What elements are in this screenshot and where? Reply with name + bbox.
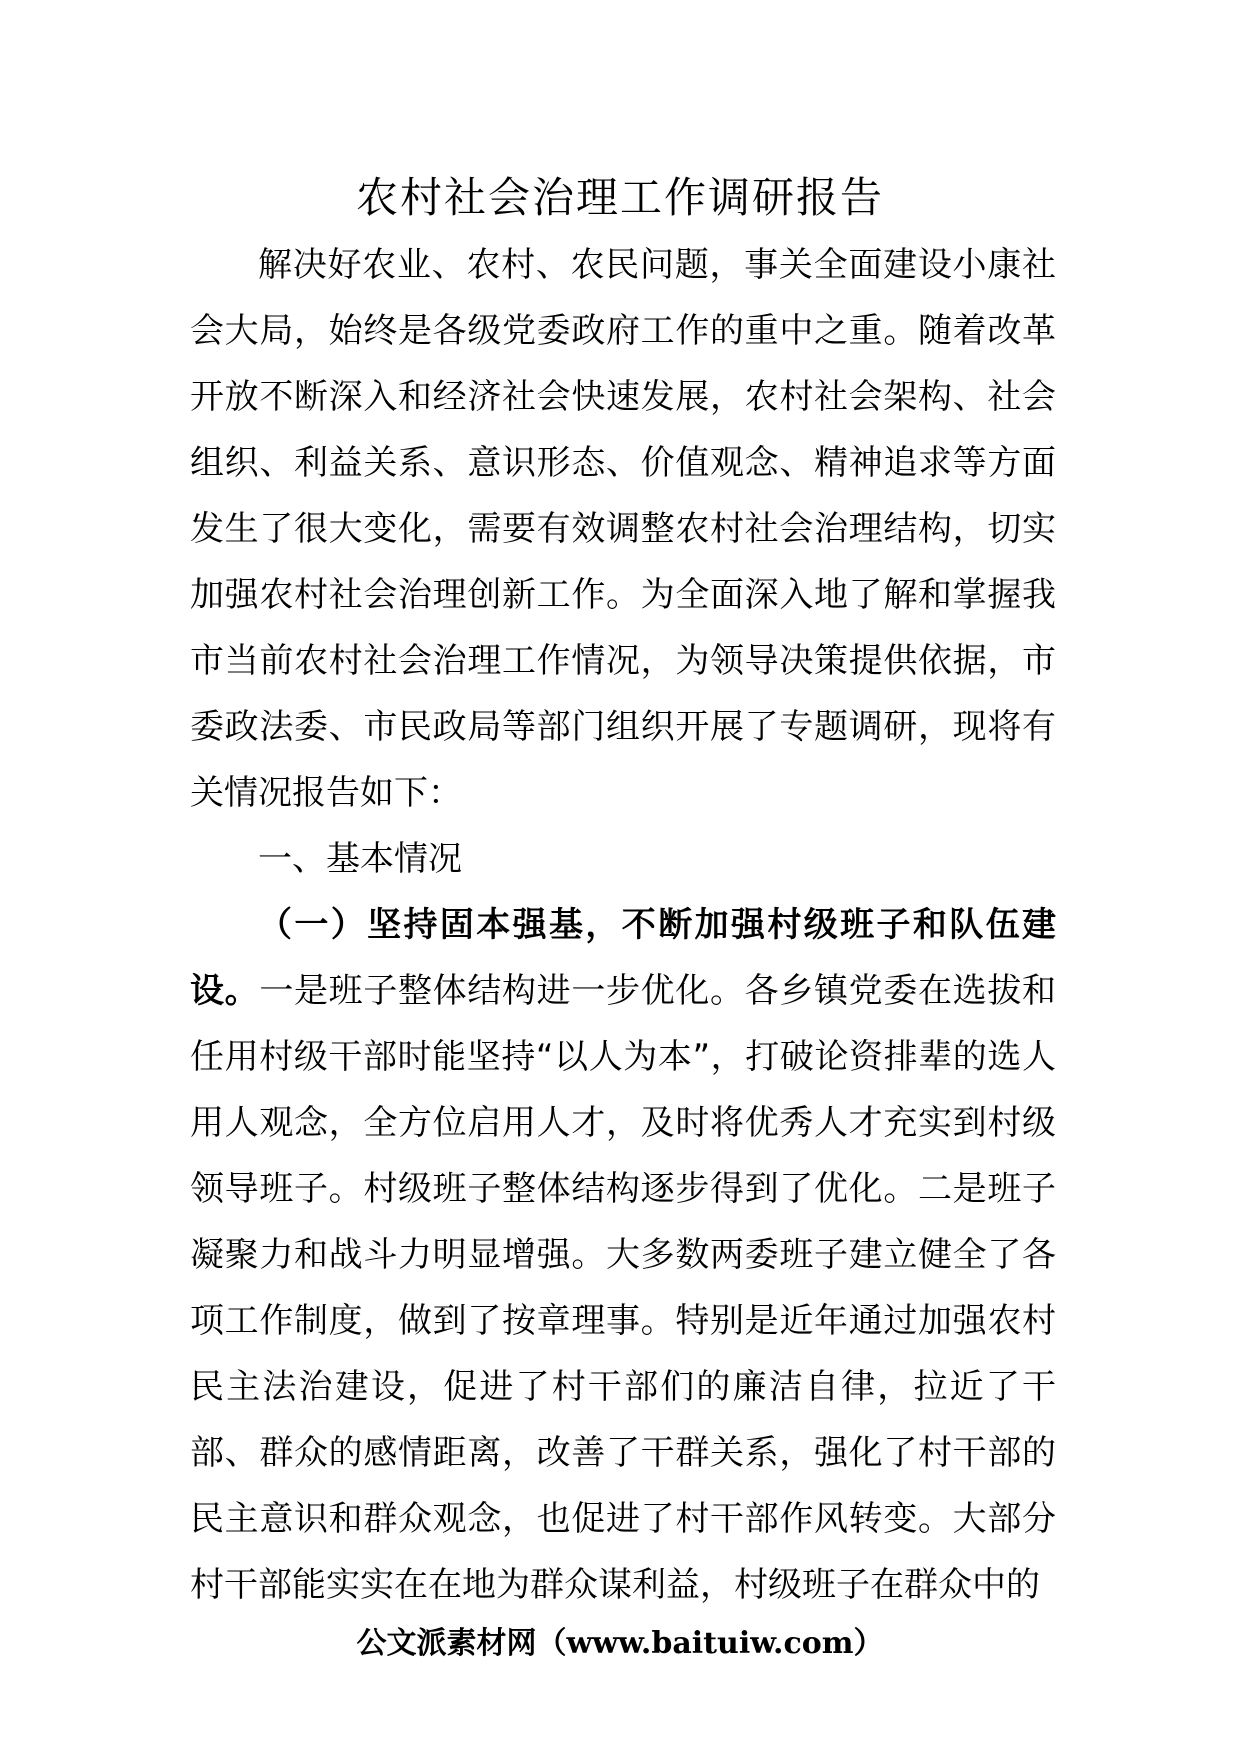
document-title: 农村社会治理工作调研报告 [355,173,884,222]
document-body [190,232,1056,1618]
section-heading: 一、基本情况 [258,839,462,879]
watermark-footer: 公文派素材网（www.baituiw.com） [356,1626,884,1661]
subsection-heading: （一）坚持固本强基，不断加强村级班子和队伍建设。 [190,905,1056,1011]
subsection-paragraph [190,892,1056,1618]
intro-paragraph: 解决好农业、农村、农民问题，事关全面建设小康社会大局，始终是各级党委政府工作的重中之重。随着改革开放不断深入和经济社会快速发展，农村社会架构、社会组织、利益关系、意识形态、价值观念、精神追求等方面发生了很大变化，需要有效调整农村社会治理结构，切实加强农村社会治理创新工作。为全面深入地了解和掌握我市当前农村社会治理工作情况，为领导决策提供依据，市委政法委、市民政局等部门组织开展了专题调研，现将有关情况报告如下： [190,245,1056,813]
subsection-body: 一是班子整体结构进一步优化。各乡镇党委在选拔和任用村级干部时能坚持“以人为本”，打破论资排辈的选人用人观念，全方位启用人才，及时将优秀人才充实到村级领导班子。村级班子整体结构逐步得到了优化。二是班子凝聚力和战斗力明显增强。大多数两委班子建立健全了各项工作制度，做到了按章理事。特别是近年通过加强农村民主法治建设，促进了村干部们的廉洁自律，拉近了干部、群众的感情距离，改善了干群关系，强化了村干部的民主意识和群众观念，也促进了村干部作风转变。大部分村干部能实实在在地为群众谋利益，村级班子在群众中的 [190,971,1057,1605]
